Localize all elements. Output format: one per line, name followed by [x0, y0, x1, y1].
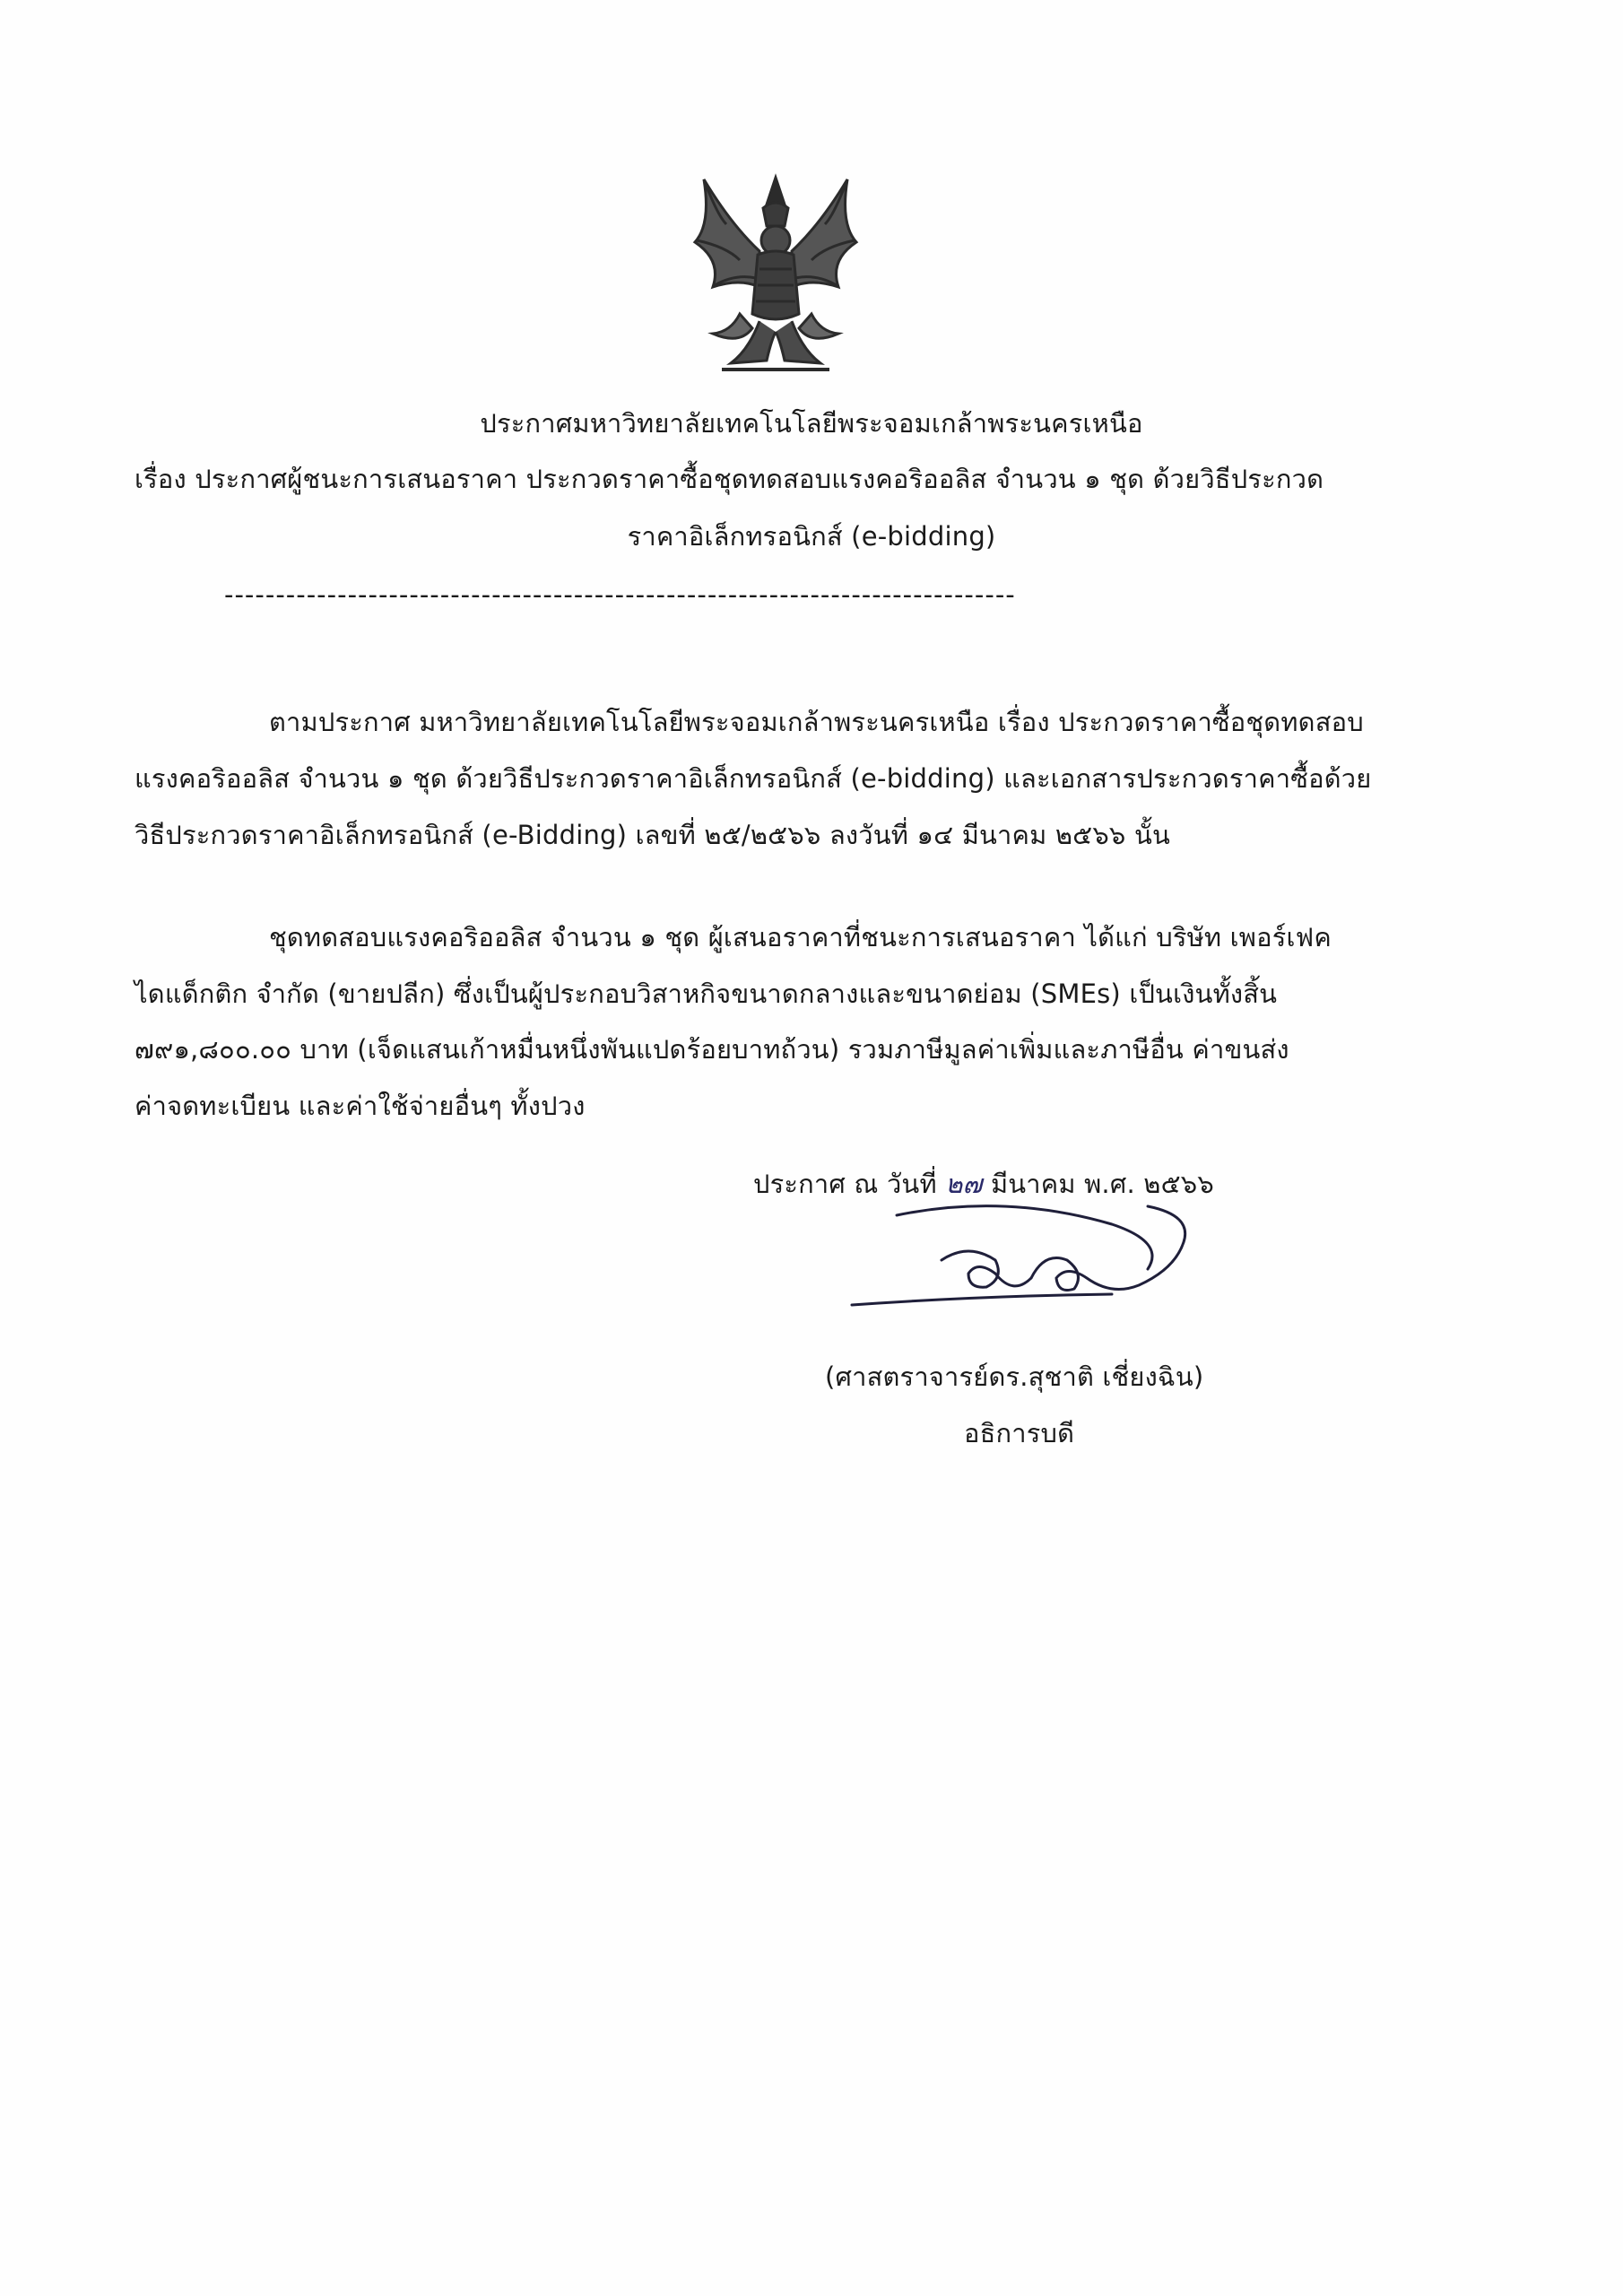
subject-line-1: เรื่อง ประกาศผู้ชนะการเสนอราคา ประกวดราคาซื้อชุดทดสอบแรงคอริออลิส จำนวน ๑ ชุด ด้วยวิธีประกวด [135, 464, 1324, 494]
paragraph-2-line-3: ๗๙๑,๘๐๐.๐๐ บาท (เจ็ดแสนเก้าหมื่นหนึ่งพันแปดร้อยบาทถ้วน) รวมภาษีมูลค่าเพิ่มและภาษีอื่น ค่าขนส่ง [135, 1034, 1289, 1065]
announcement-title: ประกาศมหาวิทยาลัยเทคโนโลยีพระจอมเกล้าพระนครเหนือ [480, 408, 1143, 439]
paragraph-1-line-2: แรงคอริออลิส จำนวน ๑ ชุด ด้วยวิธีประกวดราคาอิเล็กทรอนิกส์ (e-bidding) และเอกสารประกวดราคาซื้อด้วย [135, 763, 1372, 794]
paragraph-1-line-3: วิธีประกวดราคาอิเล็กทรอนิกส์ (e-Bidding) เลขที่ ๒๕/๒๕๖๖ ลงวันที่ ๑๔ มีนาคม ๒๕๖๖ นั้น [135, 820, 1170, 850]
dateline-suffix: มีนาคม พ.ศ. ๒๕๖๖ [990, 1169, 1214, 1199]
paragraph-2-line-4: ค่าจดทะเบียน และค่าใช้จ่ายอื่นๆ ทั้งปวง [135, 1091, 586, 1121]
paragraph-1-line-1: ตามประกาศ มหาวิทยาลัยเทคโนโลยีพระจอมเกล้าพระนครเหนือ เรื่อง ประกวดราคาซื้อชุดทดสอบ [269, 707, 1364, 737]
paragraph-2-line-1: ชุดทดสอบแรงคอริออลิส จำนวน ๑ ชุด ผู้เสนอราคาที่ชนะการเสนอราคา ได้แก่ บริษัท เพอร์เฟค [269, 922, 1332, 952]
dateline-day: ๒๗ [945, 1169, 983, 1199]
dateline-prefix: ประกาศ ณ วันที่ [753, 1169, 937, 1199]
subject-line-2: ราคาอิเล็กทรอนิกส์ (e-bidding) [627, 521, 996, 552]
separator-line: ----------------------------------------------------------------------------- [224, 581, 1016, 608]
signature-mark [843, 1188, 1228, 1323]
signatory-position: อธิการบดี [964, 1418, 1075, 1448]
garuda-emblem-icon [677, 161, 874, 377]
signatory-name: (ศาสตราจารย์ดร.สุชาติ เชี่ยงฉิน) [825, 1361, 1204, 1392]
paragraph-2-line-2: ไดแด็กติก จำกัด (ขายปลีก) ซึ่งเป็นผู้ประกอบวิสาหกิจขนาดกลางและขนาดย่อม (SMEs) เป็นเงินทั้งสิ้น [135, 978, 1278, 1009]
